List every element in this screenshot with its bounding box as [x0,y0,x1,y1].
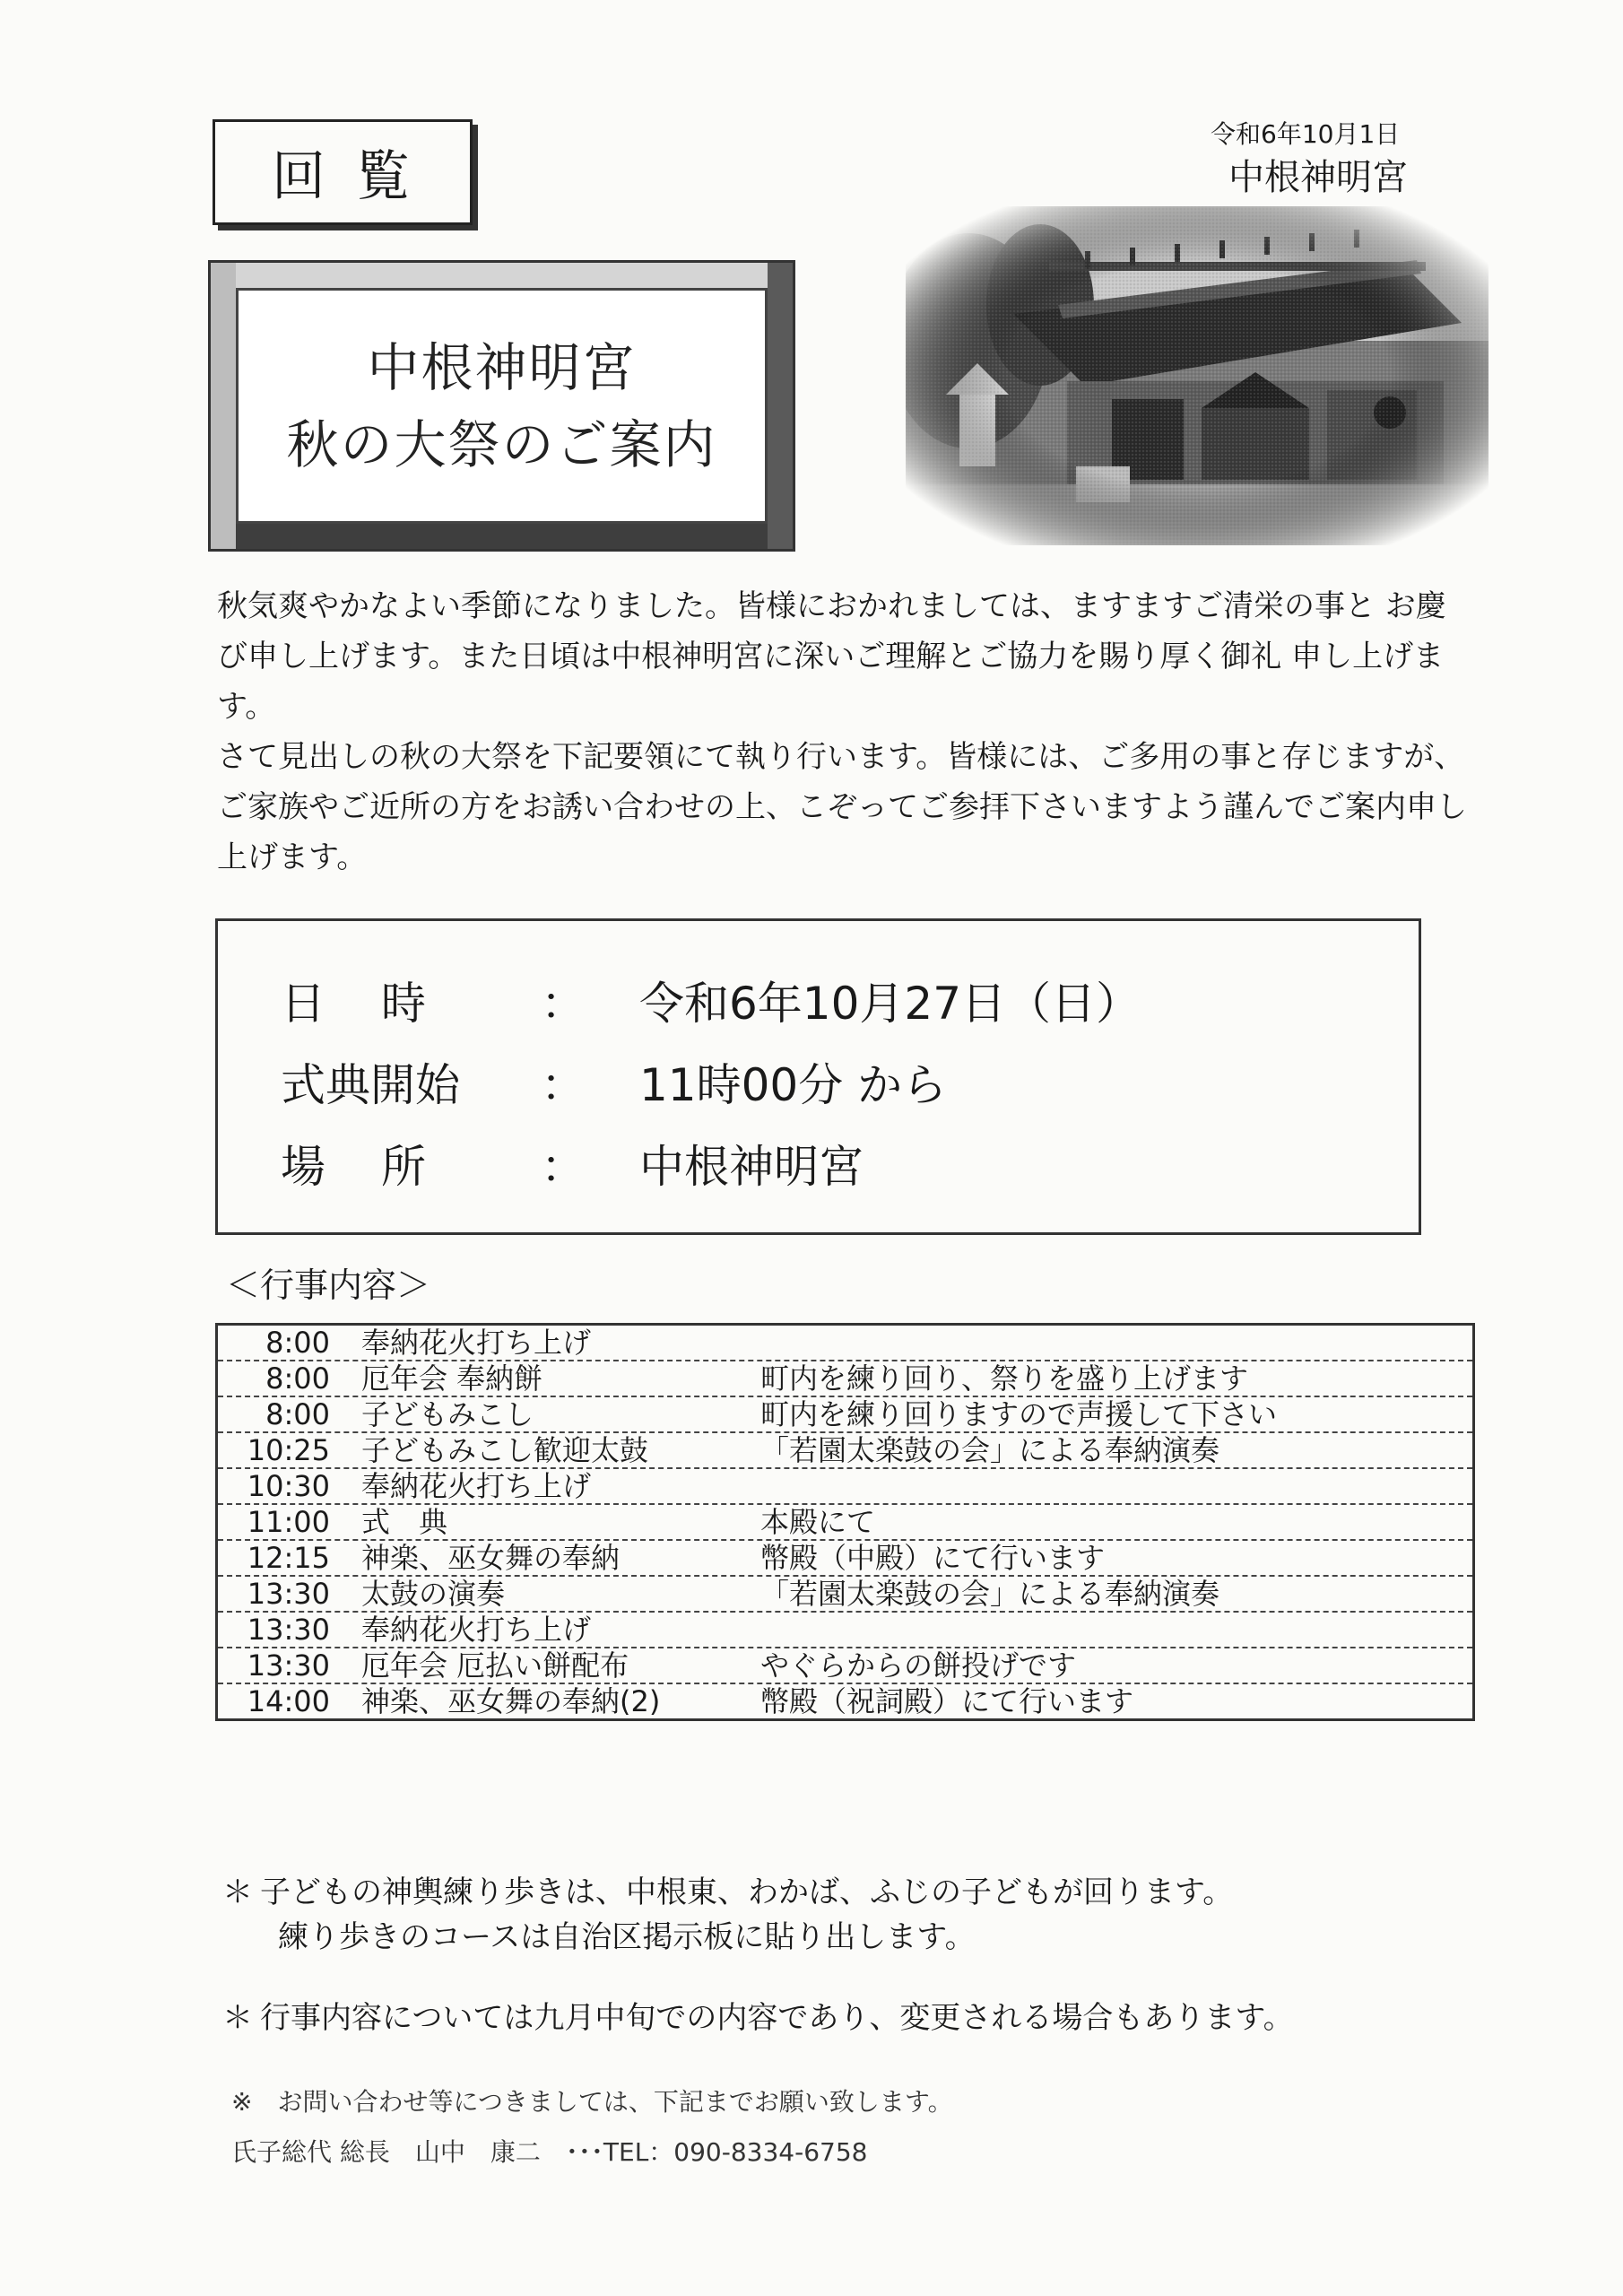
schedule-row [218,1541,1472,1577]
event-place-value: 中根神明宮 [639,1141,864,1193]
schedule-event: 厄年会 奉納餅 [361,1361,543,1396]
schedule-time: 10:25 [247,1433,330,1467]
intro-paragraph-1: 秋気爽やかなよい季節になりました。皆様におかれましては、ますますご清栄の事と お慶び申し上げます。また日頃は中根神明宮に深いご理解とご協力を賜り厚く御礼 申し上げます。 [217,588,1446,725]
issue-date: 令和6年10月1日 [1211,119,1401,149]
intro-paragraph-2: さて見出しの秋の大祭を下記要領にて執り行います。皆様には、ご多用の事と存じますが、ご家族やご近所の方をお誘い合わせの上、こぞってご参拝下さいますよう謹んでご案内申し上げます。 [217,739,1467,875]
note-2-text: 行事内容については九月中旬での内容であり、変更される場合もあります。 [260,2000,1294,2036]
contact-info [231,2077,953,2178]
schedule-note: 町内を練り回り、祭りを盛り上げます [760,1361,1249,1396]
schedule-event: 式 典 [361,1505,448,1539]
event-start-value: 11時00分 から [639,1059,948,1111]
schedule-row [218,1613,1472,1648]
event-date-label: 日 時 [281,978,431,1030]
colon: ： [541,1141,586,1193]
schedule-event: 奉納花火打ち上げ [361,1326,592,1360]
schedule-row [218,1648,1472,1684]
circulation-label: 回覧 [213,119,473,225]
colon: ： [541,1059,586,1111]
schedule-time: 14:00 [247,1684,330,1718]
note-children-procession [222,1870,1233,1960]
schedule-row [218,1469,1472,1505]
schedule-event: 神楽、巫女舞の奉納(2) [361,1684,661,1718]
schedule-row [218,1433,1472,1469]
colon: ： [541,978,586,1030]
asterisk: ＊ [222,2000,253,2036]
title-line-1: 中根神明宮 [367,336,637,398]
note-1-line-2: 練り歩きのコースは自治区掲示板に貼り出します。 [278,1919,976,1955]
schedule-event: 厄年会 厄払い餅配布 [361,1648,629,1683]
event-place-label: 場 所 [281,1141,431,1193]
schedule-row [218,1684,1472,1718]
schedule-event: 奉納花火打ち上げ [361,1469,592,1503]
shrine-photo [906,206,1488,545]
schedule-note: 「若園太楽鼓の会」による奉納演奏 [760,1433,1220,1467]
schedule-time: 13:30 [247,1613,330,1647]
schedule-time: 12:15 [247,1541,330,1575]
intro-text [217,581,1472,883]
schedule-note: やぐらからの餅投げです [760,1648,1077,1683]
schedule-time: 13:30 [247,1577,330,1611]
schedule-time: 8:00 [265,1397,330,1431]
schedule-event: 子どもみこし歓迎太鼓 [361,1433,649,1467]
schedule-time: 13:30 [247,1648,330,1683]
schedule-time: 8:00 [265,1326,330,1360]
schedule-note: 「若園太楽鼓の会」による奉納演奏 [760,1577,1220,1611]
title-frame [208,260,795,552]
title-line-2: 秋の大祭のご案内 [286,413,717,475]
schedule-time: 10:30 [247,1469,330,1503]
contact-line-2: 氏子総代 総長 山中 康二 ･･･TEL：090-8334-6758 [231,2137,868,2167]
schedule-row [218,1397,1472,1433]
schedule-note: 幣殿（祝詞殿）にて行います [760,1684,1134,1718]
schedule-event: 奉納花火打ち上げ [361,1613,592,1647]
schedule-note: 町内を練り回りますので声援して下さい [760,1397,1278,1431]
event-date-value: 令和6年10月27日（日） [639,978,1141,1030]
schedule-row [218,1326,1472,1361]
schedule-time: 11:00 [247,1505,330,1539]
schedule-row [218,1505,1472,1541]
event-info-box [215,918,1421,1235]
schedule-event: 子どもみこし [361,1397,534,1431]
contact-line-1: ※ お問い合わせ等につきましては、下記までお願い致します。 [231,2087,953,2117]
event-start-label: 式典開始 [281,1059,460,1111]
schedule-row [218,1577,1472,1613]
organization-name: 中根神明宮 [1228,157,1408,198]
schedule-event: 神楽、巫女舞の奉納 [361,1541,621,1575]
schedule-note: 本殿にて [760,1505,876,1539]
schedule-note: 幣殿（中殿）にて行います [760,1541,1106,1575]
schedule-row [218,1361,1472,1397]
schedule-heading: ＜行事内容＞ [226,1265,431,1305]
note-schedule-change [222,1996,1294,2040]
schedule-table [215,1323,1475,1721]
schedule-event: 太鼓の演奏 [361,1577,506,1611]
note-1-line-1: 子どもの神輿練り歩きは、中根東、わかば、ふじの子どもが回ります。 [260,1874,1234,1910]
schedule-time: 8:00 [265,1361,330,1396]
asterisk: ＊ [222,1874,253,1910]
